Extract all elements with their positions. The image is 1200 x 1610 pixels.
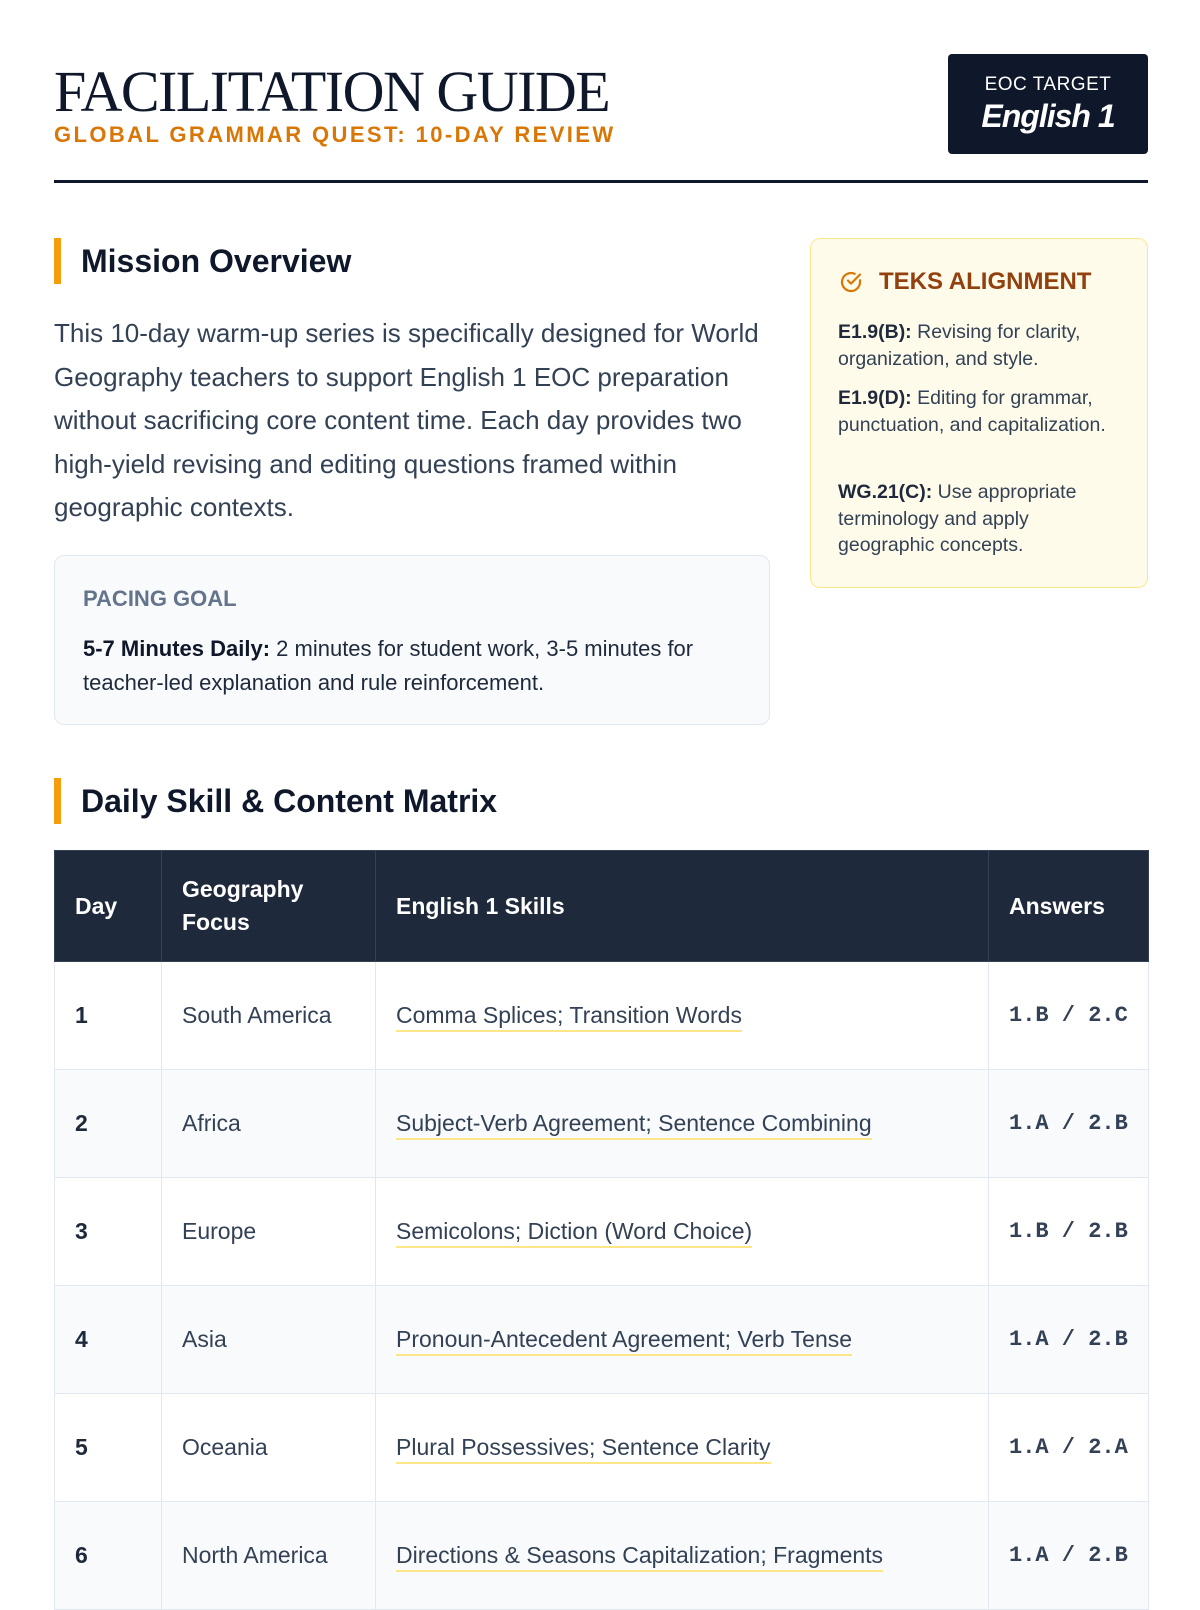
pacing-goal-label: PACING GOAL — [83, 586, 237, 611]
teks-item — [838, 479, 1128, 559]
pacing-goal-box — [54, 555, 770, 725]
skills-cell — [376, 1178, 989, 1286]
mission-overview-heading: Mission Overview — [54, 238, 351, 284]
column-header-english-skills: English 1 Skills — [376, 851, 989, 962]
teks-alignment-title: TEKS ALIGNMENT — [879, 268, 1092, 295]
day-cell: 2 — [55, 1070, 162, 1178]
skills-text: Directions & Seasons Capitalization; Fragments — [396, 1542, 883, 1572]
geography-focus-cell: South America — [162, 962, 376, 1070]
skills-text: Comma Splices; Transition Words — [396, 1002, 742, 1032]
day-cell: 5 — [55, 1394, 162, 1502]
page-subtitle: GLOBAL GRAMMAR QUEST: 10-DAY REVIEW — [54, 122, 616, 147]
matrix-heading: Daily Skill & Content Matrix — [54, 778, 497, 824]
page-title: FACILITATION GUIDE — [54, 59, 610, 124]
day-cell: 1 — [55, 962, 162, 1070]
pacing-goal-lead: 5-7 Minutes Daily: — [83, 636, 271, 661]
table-row — [55, 1394, 1149, 1502]
table-row — [55, 962, 1149, 1070]
eoc-target-label: EOC TARGET — [984, 74, 1112, 95]
answers-cell: 1.A / 2.A — [989, 1394, 1149, 1502]
teks-item — [838, 385, 1128, 438]
answers-cell: 1.A / 2.B — [989, 1502, 1149, 1610]
table-row — [55, 1502, 1149, 1610]
skills-text: Subject-Verb Agreement; Sentence Combining — [396, 1110, 872, 1140]
table-row — [55, 1286, 1149, 1394]
geography-focus-cell: Africa — [162, 1070, 376, 1178]
answers-cell: 1.B / 2.C — [989, 962, 1149, 1070]
skills-cell — [376, 1286, 989, 1394]
geography-focus-cell: North America — [162, 1502, 376, 1610]
day-cell: 3 — [55, 1178, 162, 1286]
skills-text: Semicolons; Diction (Word Choice) — [396, 1218, 752, 1248]
geography-focus-cell: Asia — [162, 1286, 376, 1394]
table-row — [55, 1178, 1149, 1286]
teks-code: E1.9(B): — [838, 321, 912, 343]
table-row — [55, 1070, 1149, 1178]
check-circle-icon — [838, 269, 864, 295]
day-cell: 4 — [55, 1286, 162, 1394]
pacing-goal-detail: 2 minutes for student work, 3-5 minutes for teacher-led explanation and rule reinforcement. — [83, 636, 694, 695]
skills-cell — [376, 1070, 989, 1178]
skills-text: Plural Possessives; Sentence Clarity — [396, 1434, 771, 1464]
teks-description: Revising for clarity, organization, and style. — [838, 321, 1081, 370]
column-header-answers: Answers — [989, 851, 1149, 962]
answers-cell: 1.B / 2.B — [989, 1178, 1149, 1286]
eoc-target-value: English 1 — [981, 98, 1115, 134]
column-header-geography-focus: Geography Focus — [162, 851, 376, 962]
geography-focus-cell: Europe — [162, 1178, 376, 1286]
skills-cell — [376, 1502, 989, 1610]
answers-cell: 1.A / 2.B — [989, 1286, 1149, 1394]
skills-cell — [376, 962, 989, 1070]
geography-focus-cell: Oceania — [162, 1394, 376, 1502]
answers-cell: 1.A / 2.B — [989, 1070, 1149, 1178]
teks-description: Use appropriate terminology and apply geographic concepts. — [838, 481, 1077, 556]
mission-overview-text: This 10-day warm-up series is specifically designed for World Geography teachers to support English 1 EOC preparation without sacrificing core content time. Each day provides two high-yield revising and editing questions framed within geographic contexts. — [54, 318, 759, 522]
header-divider — [54, 180, 1148, 183]
teks-alignment-box — [810, 238, 1148, 588]
teks-code: WG.21(C): — [838, 481, 933, 503]
eoc-target-badge — [948, 54, 1148, 154]
table-header-row — [55, 851, 1149, 962]
skills-text: Pronoun-Antecedent Agreement; Verb Tense — [396, 1326, 852, 1356]
teks-code: E1.9(D): — [838, 387, 912, 409]
teks-item — [838, 319, 1128, 372]
column-header-day: Day — [55, 851, 162, 962]
skills-cell — [376, 1394, 989, 1502]
day-cell: 6 — [55, 1502, 162, 1610]
skill-content-matrix-table — [54, 850, 1149, 1610]
teks-description: Editing for grammar, punctuation, and capitalization. — [838, 387, 1106, 436]
pacing-goal-text — [83, 632, 753, 700]
